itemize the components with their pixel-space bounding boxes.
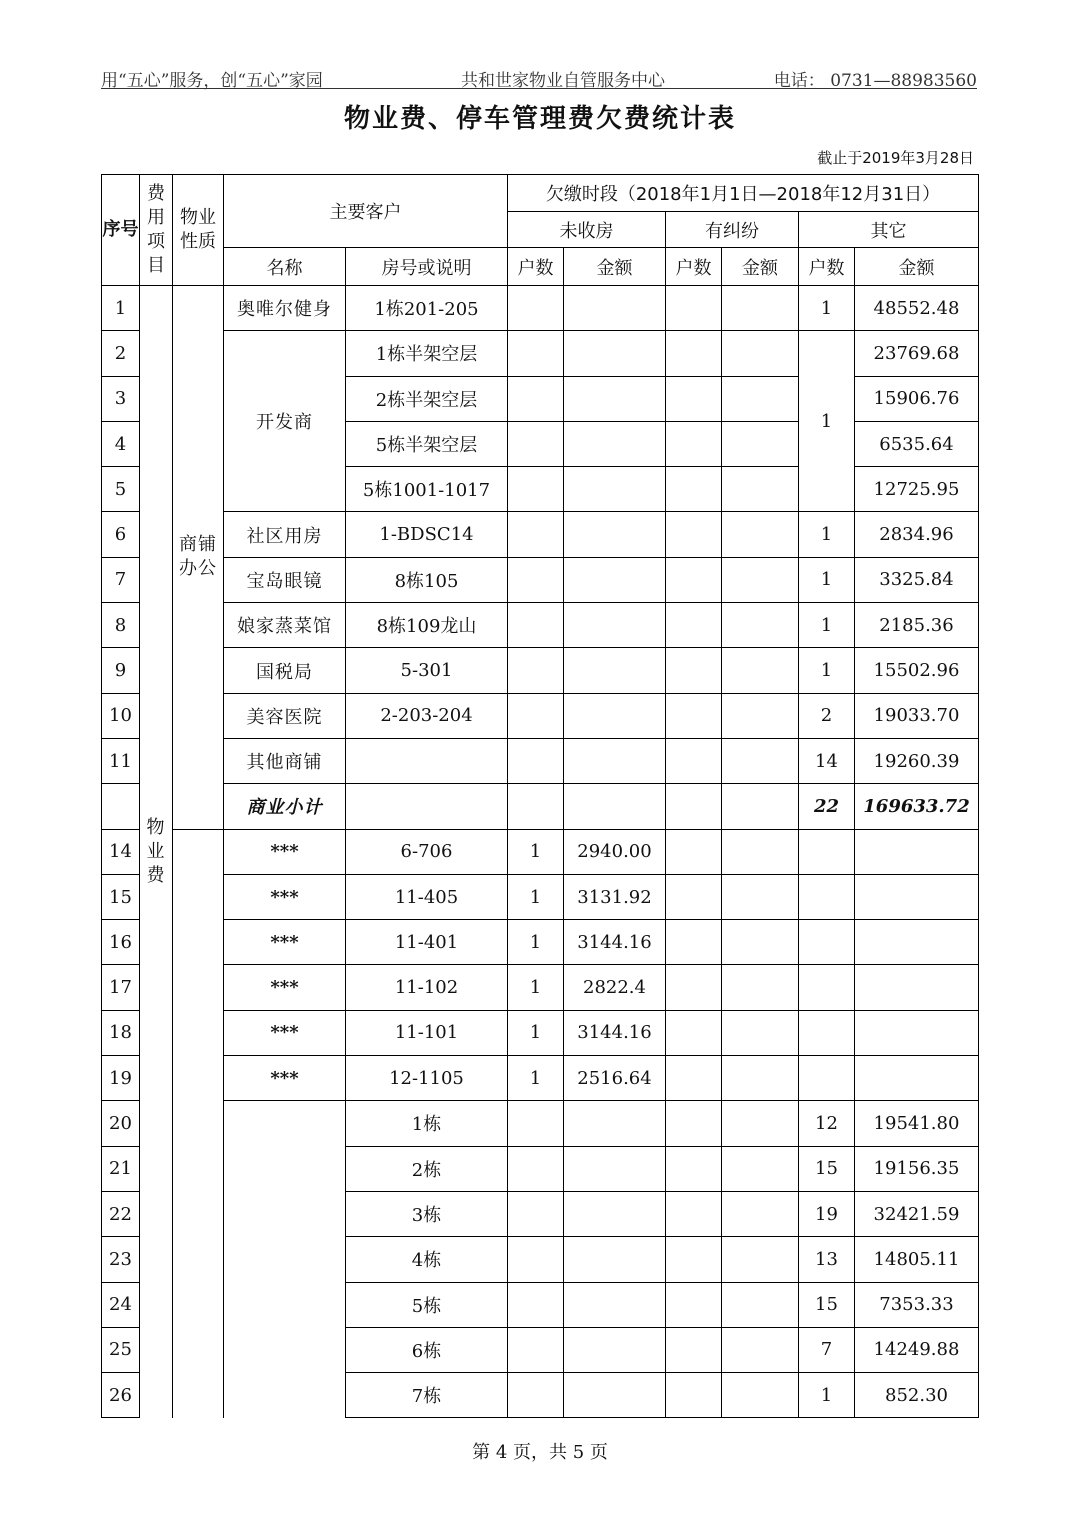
dispute-amount-cell xyxy=(722,920,799,965)
other-amount-cell xyxy=(855,920,979,965)
other-amount-cell: 14805.11 xyxy=(855,1237,979,1282)
room-cell: 2栋 xyxy=(346,1146,508,1191)
other-amount-cell: 14249.88 xyxy=(855,1327,979,1372)
room-cell: 2栋半架空层 xyxy=(346,376,508,421)
dispute-households-cell xyxy=(666,331,722,376)
subtotal-label-cell: 商业小计 xyxy=(224,784,346,829)
unreceived-households-cell xyxy=(508,784,564,829)
unreceived-amount-cell xyxy=(564,603,666,648)
unreceived-households-cell xyxy=(508,557,564,602)
client-name-cell: *** xyxy=(224,829,346,874)
other-households-cell xyxy=(799,1056,855,1101)
dispute-amount-cell xyxy=(722,467,799,512)
dispute-amount-cell xyxy=(722,557,799,602)
room-cell: 5-301 xyxy=(346,648,508,693)
col-fee-item-header: 费用项目 xyxy=(140,175,173,286)
dispute-households-cell xyxy=(666,1101,722,1146)
dispute-households-cell xyxy=(666,1282,722,1327)
unreceived-households-cell xyxy=(508,1101,564,1146)
header-org: 共和世家物业自管服务中心 xyxy=(461,71,665,91)
col-other-header: 其它 xyxy=(799,212,979,248)
seq-cell xyxy=(102,784,140,829)
header-slogan: 用“五心”服务，创“五心”家园 xyxy=(101,71,323,91)
seq-cell: 26 xyxy=(102,1373,140,1418)
dispute-households-cell xyxy=(666,920,722,965)
seq-cell: 5 xyxy=(102,467,140,512)
arrears-table xyxy=(101,174,979,1418)
dispute-households-cell xyxy=(666,1146,722,1191)
dispute-households-cell xyxy=(666,1010,722,1055)
unreceived-households-cell xyxy=(508,1373,564,1418)
unreceived-households-cell xyxy=(508,421,564,466)
dispute-households-cell xyxy=(666,648,722,693)
seq-cell: 3 xyxy=(102,376,140,421)
dispute-amount-cell xyxy=(722,603,799,648)
unreceived-amount-cell xyxy=(564,738,666,783)
other-households-cell: 19 xyxy=(799,1191,855,1236)
room-cell: 2-203-204 xyxy=(346,693,508,738)
table-row xyxy=(102,829,979,874)
client-name-cell: 社区用房 xyxy=(224,512,346,557)
col-period-header: 欠缴时段（2018年1月1日—2018年12月31日） xyxy=(508,175,979,212)
table-row xyxy=(102,693,979,738)
dispute-households-cell xyxy=(666,874,722,919)
unreceived-amount-cell xyxy=(564,693,666,738)
fee-item-cell: 物业费 xyxy=(140,286,173,1418)
seq-cell: 7 xyxy=(102,557,140,602)
room-cell: 1-BDSC14 xyxy=(346,512,508,557)
room-cell: 5栋 xyxy=(346,1282,508,1327)
dispute-amount-cell xyxy=(722,421,799,466)
dispute-households-cell xyxy=(666,512,722,557)
table-row xyxy=(102,1101,979,1146)
room-cell: 5栋1001-1017 xyxy=(346,467,508,512)
dispute-amount-cell xyxy=(722,331,799,376)
client-name-cell: *** xyxy=(224,874,346,919)
seq-cell: 24 xyxy=(102,1282,140,1327)
room-cell: 1栋半架空层 xyxy=(346,331,508,376)
as-of-date: 截止于2019年3月28日 xyxy=(817,149,974,167)
commercial-type-cell: 商铺办公 xyxy=(173,286,224,830)
unreceived-households-cell xyxy=(508,1282,564,1327)
unreceived-households-cell xyxy=(508,286,564,331)
seq-cell: 15 xyxy=(102,874,140,919)
dispute-households-cell xyxy=(666,603,722,648)
unreceived-amount-cell xyxy=(564,1237,666,1282)
unreceived-households-cell xyxy=(508,648,564,693)
col-seq-header: 序号 xyxy=(102,175,140,286)
table-body xyxy=(102,175,979,1418)
unreceived-amount-cell: 2516.64 xyxy=(564,1056,666,1101)
other-amount-cell: 15502.96 xyxy=(855,648,979,693)
unreceived-households-cell xyxy=(508,1327,564,1372)
unreceived-amount-cell xyxy=(564,784,666,829)
unreceived-households-cell xyxy=(508,693,564,738)
other-households-cell: 15 xyxy=(799,1146,855,1191)
room-cell: 7栋 xyxy=(346,1373,508,1418)
developer-households-cell: 1 xyxy=(799,331,855,512)
col-name-header: 名称 xyxy=(224,248,346,286)
col-unreceived-amount-header: 金额 xyxy=(564,248,666,286)
dispute-amount-cell xyxy=(722,1101,799,1146)
unreceived-households-cell: 1 xyxy=(508,1056,564,1101)
dispute-households-cell xyxy=(666,467,722,512)
dispute-amount-cell xyxy=(722,965,799,1010)
unreceived-amount-cell xyxy=(564,376,666,421)
room-cell: 11-405 xyxy=(346,874,508,919)
dispute-amount-cell xyxy=(722,1327,799,1372)
seq-cell: 8 xyxy=(102,603,140,648)
client-name-cell: *** xyxy=(224,920,346,965)
room-cell: 3栋 xyxy=(346,1191,508,1236)
unreceived-amount-cell xyxy=(564,467,666,512)
unreceived-amount-cell xyxy=(564,557,666,602)
dispute-households-cell xyxy=(666,1191,722,1236)
other-amount-cell xyxy=(855,1010,979,1055)
other-amount-cell xyxy=(855,874,979,919)
unreceived-households-cell: 1 xyxy=(508,965,564,1010)
client-name-cell: 娘家蒸菜馆 xyxy=(224,603,346,648)
other-amount-cell: 19033.70 xyxy=(855,693,979,738)
seq-cell: 19 xyxy=(102,1056,140,1101)
other-amount-cell: 7353.33 xyxy=(855,1282,979,1327)
dispute-households-cell xyxy=(666,557,722,602)
room-cell: 6-706 xyxy=(346,829,508,874)
seq-cell: 18 xyxy=(102,1010,140,1055)
seq-cell: 2 xyxy=(102,331,140,376)
other-households-cell: 13 xyxy=(799,1237,855,1282)
table-row xyxy=(102,603,979,648)
unreceived-amount-cell xyxy=(564,1101,666,1146)
developer-name-cell: 开发商 xyxy=(224,331,346,512)
table-row xyxy=(102,874,979,919)
other-households-cell: 1 xyxy=(799,648,855,693)
header-phone: 电话： 0731—88983560 xyxy=(773,71,977,91)
dispute-amount-cell xyxy=(722,829,799,874)
other-households-cell: 12 xyxy=(799,1101,855,1146)
other-amount-cell: 19541.80 xyxy=(855,1101,979,1146)
dispute-amount-cell xyxy=(722,1191,799,1236)
other-amount-cell: 23769.68 xyxy=(855,331,979,376)
subtotal-households-cell: 22 xyxy=(799,784,855,829)
seq-cell: 20 xyxy=(102,1101,140,1146)
client-name-cell: 美容医院 xyxy=(224,693,346,738)
unreceived-amount-cell xyxy=(564,286,666,331)
room-cell xyxy=(346,738,508,783)
dispute-households-cell xyxy=(666,738,722,783)
dispute-households-cell xyxy=(666,376,722,421)
header-row-1 xyxy=(102,175,979,212)
dispute-amount-cell xyxy=(722,784,799,829)
unreceived-amount-cell xyxy=(564,1146,666,1191)
col-room-header: 房号或说明 xyxy=(346,248,508,286)
unreceived-amount-cell xyxy=(564,1282,666,1327)
unreceived-amount-cell xyxy=(564,512,666,557)
other-amount-cell: 3325.84 xyxy=(855,557,979,602)
table-row xyxy=(102,557,979,602)
room-cell: 11-101 xyxy=(346,1010,508,1055)
dispute-amount-cell xyxy=(722,738,799,783)
page-footer: 第 4 页，共 5 页 xyxy=(472,1442,608,1463)
seq-cell: 21 xyxy=(102,1146,140,1191)
table-row xyxy=(102,1010,979,1055)
col-dispute-households-header: 户数 xyxy=(666,248,722,286)
dispute-households-cell xyxy=(666,421,722,466)
table-row xyxy=(102,920,979,965)
room-cell: 8栋105 xyxy=(346,557,508,602)
unreceived-amount-cell xyxy=(564,331,666,376)
other-households-cell: 1 xyxy=(799,1373,855,1418)
other-households-cell: 1 xyxy=(799,512,855,557)
room-cell: 1栋201-205 xyxy=(346,286,508,331)
client-name-cell xyxy=(224,1101,346,1418)
room-cell: 8栋109龙山 xyxy=(346,603,508,648)
seq-cell: 1 xyxy=(102,286,140,331)
unreceived-households-cell: 1 xyxy=(508,874,564,919)
subtotal-amount-cell: 169633.72 xyxy=(855,784,979,829)
unreceived-amount-cell xyxy=(564,1191,666,1236)
dispute-amount-cell xyxy=(722,648,799,693)
other-amount-cell: 19156.35 xyxy=(855,1146,979,1191)
seq-cell: 22 xyxy=(102,1191,140,1236)
table-row xyxy=(102,512,979,557)
dispute-households-cell xyxy=(666,1056,722,1101)
dispute-households-cell xyxy=(666,784,722,829)
dispute-households-cell xyxy=(666,965,722,1010)
table-row xyxy=(102,738,979,783)
header-row-3 xyxy=(102,248,979,286)
unreceived-amount-cell xyxy=(564,1327,666,1372)
seq-cell: 6 xyxy=(102,512,140,557)
other-amount-cell: 852.30 xyxy=(855,1373,979,1418)
other-amount-cell xyxy=(855,829,979,874)
table-row xyxy=(102,331,979,376)
unreceived-households-cell xyxy=(508,376,564,421)
unreceived-amount-cell: 3144.16 xyxy=(564,920,666,965)
room-cell: 4栋 xyxy=(346,1237,508,1282)
dispute-amount-cell xyxy=(722,1146,799,1191)
dispute-amount-cell xyxy=(722,1282,799,1327)
client-name-cell: 宝岛眼镜 xyxy=(224,557,346,602)
unreceived-households-cell: 1 xyxy=(508,1010,564,1055)
other-amount-cell: 12725.95 xyxy=(855,467,979,512)
other-amount-cell: 32421.59 xyxy=(855,1191,979,1236)
other-households-cell: 1 xyxy=(799,286,855,331)
dispute-amount-cell xyxy=(722,693,799,738)
dispute-households-cell xyxy=(666,693,722,738)
other-households-cell xyxy=(799,920,855,965)
other-households-cell: 1 xyxy=(799,557,855,602)
other-amount-cell: 2834.96 xyxy=(855,512,979,557)
unreceived-amount-cell xyxy=(564,1373,666,1418)
subtotal-row xyxy=(102,784,979,829)
dispute-amount-cell xyxy=(722,1373,799,1418)
table-row xyxy=(102,648,979,693)
other-amount-cell: 15906.76 xyxy=(855,376,979,421)
unreceived-amount-cell xyxy=(564,421,666,466)
col-dispute-header: 有纠纷 xyxy=(666,212,799,248)
other-households-cell xyxy=(799,965,855,1010)
dispute-amount-cell xyxy=(722,1056,799,1101)
other-households-cell xyxy=(799,829,855,874)
col-other-amount-header: 金额 xyxy=(855,248,979,286)
seq-cell: 23 xyxy=(102,1237,140,1282)
col-unreceived-households-header: 户数 xyxy=(508,248,564,286)
page-header xyxy=(101,66,977,89)
residential-type-cell xyxy=(173,829,224,1418)
unreceived-households-cell xyxy=(508,467,564,512)
unreceived-households-cell xyxy=(508,1237,564,1282)
dispute-households-cell xyxy=(666,1237,722,1282)
other-amount-cell: 2185.36 xyxy=(855,603,979,648)
other-households-cell xyxy=(799,874,855,919)
col-property-type-header: 物业性质 xyxy=(173,175,224,286)
unreceived-households-cell xyxy=(508,1191,564,1236)
table-row xyxy=(102,286,979,331)
unreceived-households-cell xyxy=(508,738,564,783)
client-name-cell: 其他商铺 xyxy=(224,738,346,783)
other-amount-cell: 19260.39 xyxy=(855,738,979,783)
unreceived-households-cell: 1 xyxy=(508,829,564,874)
col-main-client-header: 主要客户 xyxy=(224,175,508,248)
dispute-amount-cell xyxy=(722,874,799,919)
seq-cell: 4 xyxy=(102,421,140,466)
other-amount-cell xyxy=(855,965,979,1010)
client-name-cell: *** xyxy=(224,1056,346,1101)
dispute-households-cell xyxy=(666,1373,722,1418)
seq-cell: 25 xyxy=(102,1327,140,1372)
client-name-cell: *** xyxy=(224,1010,346,1055)
dispute-amount-cell xyxy=(722,1010,799,1055)
client-name-cell: *** xyxy=(224,965,346,1010)
unreceived-households-cell xyxy=(508,603,564,648)
dispute-households-cell xyxy=(666,286,722,331)
dispute-households-cell xyxy=(666,829,722,874)
other-households-cell: 2 xyxy=(799,693,855,738)
room-cell: 12-1105 xyxy=(346,1056,508,1101)
unreceived-amount-cell: 2822.4 xyxy=(564,965,666,1010)
room-cell: 1栋 xyxy=(346,1101,508,1146)
dispute-amount-cell xyxy=(722,286,799,331)
unreceived-households-cell xyxy=(508,512,564,557)
col-other-households-header: 户数 xyxy=(799,248,855,286)
unreceived-households-cell: 1 xyxy=(508,920,564,965)
page-title: 物业费、停车管理费欠费统计表 xyxy=(343,104,736,134)
other-households-cell: 1 xyxy=(799,603,855,648)
dispute-amount-cell xyxy=(722,376,799,421)
unreceived-households-cell xyxy=(508,1146,564,1191)
seq-cell: 11 xyxy=(102,738,140,783)
unreceived-amount-cell: 3144.16 xyxy=(564,1010,666,1055)
room-cell: 11-102 xyxy=(346,965,508,1010)
room-cell: 11-401 xyxy=(346,920,508,965)
other-households-cell: 7 xyxy=(799,1327,855,1372)
unreceived-amount-cell: 3131.92 xyxy=(564,874,666,919)
seq-cell: 14 xyxy=(102,829,140,874)
client-name-cell: 奥唯尔健身 xyxy=(224,286,346,331)
col-unreceived-header: 未收房 xyxy=(508,212,666,248)
dispute-amount-cell xyxy=(722,1237,799,1282)
room-cell xyxy=(346,784,508,829)
table-row xyxy=(102,1056,979,1101)
seq-cell: 16 xyxy=(102,920,140,965)
unreceived-amount-cell xyxy=(564,648,666,693)
room-cell: 6栋 xyxy=(346,1327,508,1372)
seq-cell: 17 xyxy=(102,965,140,1010)
other-amount-cell xyxy=(855,1056,979,1101)
dispute-households-cell xyxy=(666,1327,722,1372)
other-households-cell: 15 xyxy=(799,1282,855,1327)
seq-cell: 10 xyxy=(102,693,140,738)
dispute-amount-cell xyxy=(722,512,799,557)
unreceived-amount-cell: 2940.00 xyxy=(564,829,666,874)
table-row xyxy=(102,965,979,1010)
other-amount-cell: 6535.64 xyxy=(855,421,979,466)
col-dispute-amount-header: 金额 xyxy=(722,248,799,286)
other-households-cell xyxy=(799,1010,855,1055)
seq-cell: 9 xyxy=(102,648,140,693)
room-cell: 5栋半架空层 xyxy=(346,421,508,466)
client-name-cell: 国税局 xyxy=(224,648,346,693)
other-households-cell: 14 xyxy=(799,738,855,783)
other-amount-cell: 48552.48 xyxy=(855,286,979,331)
unreceived-households-cell xyxy=(508,331,564,376)
